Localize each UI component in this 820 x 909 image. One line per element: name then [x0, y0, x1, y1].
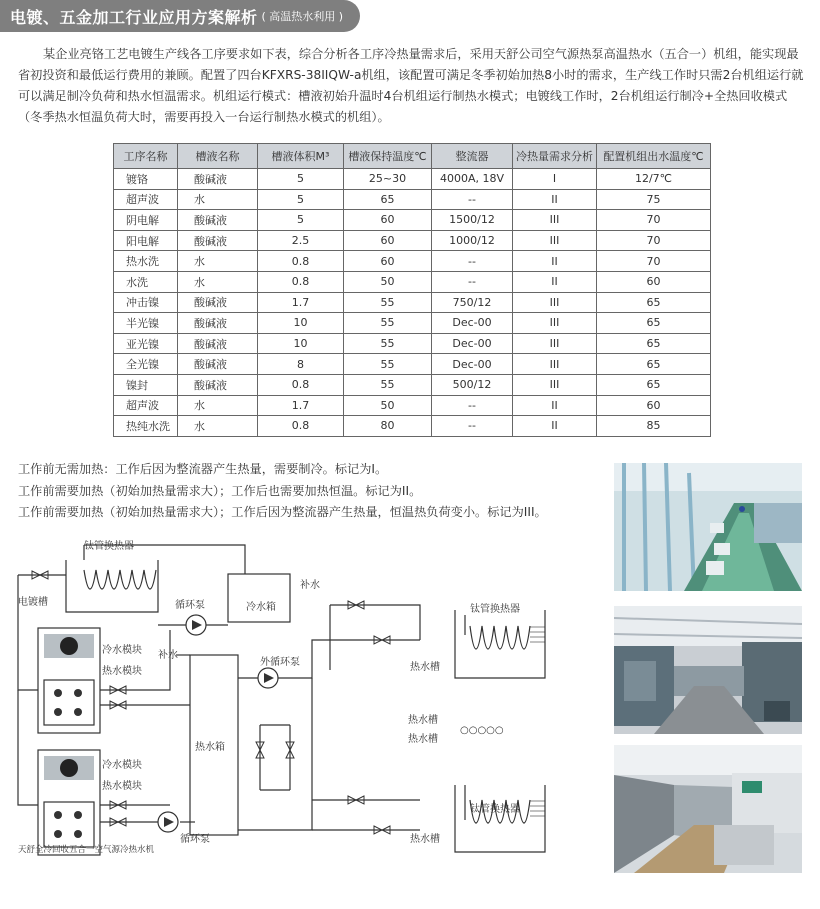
label-trough-3: 热水槽 [408, 734, 438, 745]
label-ti-exchanger-2: 钛管换热器 [470, 804, 520, 815]
table-cell: 阴电解 [114, 210, 178, 231]
table-cell: 55 [344, 374, 432, 395]
table-cell: II [513, 271, 597, 292]
label-dots: ○○○○○ [460, 725, 504, 736]
table-cell: 60 [597, 271, 711, 292]
label-makeup-1: 补水 [300, 580, 320, 591]
table-cell: 5 [258, 189, 344, 210]
col-header: 槽液名称 [178, 144, 258, 169]
table-cell: 70 [597, 210, 711, 231]
table-cell: 超声波 [114, 189, 178, 210]
table-cell: 超声波 [114, 395, 178, 416]
header-subtitle: ( 高温热水利用 ) [261, 10, 344, 23]
table-cell: 65 [597, 333, 711, 354]
table-cell: 0.8 [258, 374, 344, 395]
table-cell: 85 [597, 416, 711, 437]
table-cell: 25~30 [344, 169, 432, 190]
table-cell: 55 [344, 333, 432, 354]
table-cell: 60 [597, 395, 711, 416]
table-row [114, 313, 711, 334]
table-cell: 水 [178, 189, 258, 210]
note-3: 工作前需要加热（初始加热量需求大）；工作后因为整流器产生热量，恒温热负荷变小。标记为III。 [18, 505, 547, 519]
table-cell: 750/12 [432, 292, 513, 313]
col-header: 整流器 [432, 144, 513, 169]
table-cell: 1.7 [258, 395, 344, 416]
table-cell: -- [432, 251, 513, 272]
table-cell: 70 [597, 251, 711, 272]
hot-water-trough-2 [455, 785, 545, 852]
label-cold-module-1: 冷水模块 [102, 645, 142, 656]
table-cell: -- [432, 271, 513, 292]
table-row [114, 395, 711, 416]
fan-icon [44, 634, 94, 780]
label-ti-exchanger: 钛管换热器 [84, 541, 134, 552]
col-header: 冷热量需求分析 [513, 144, 597, 169]
table-cell: 水 [178, 416, 258, 437]
table-row [114, 230, 711, 251]
label-trough-2: 热水槽 [408, 715, 438, 726]
table-row [114, 333, 711, 354]
table-cell: 镀铬 [114, 169, 178, 190]
table-row [114, 169, 711, 190]
table-cell: 2.5 [258, 230, 344, 251]
table-cell: III [513, 313, 597, 334]
table-cell: 55 [344, 313, 432, 334]
pump-icon [186, 615, 206, 635]
pump-icon [258, 668, 278, 688]
table-cell: 水 [178, 395, 258, 416]
intro-paragraph: 某企业亮铬工艺电镀生产线各工序要求如下表，综合分析各工序冷热量需求后，采用天舒公司空气源热泵高温热水（五合一）机组，能实现最省初投资和最低运行费用的兼顾。配置了四台KFXRS-38IIQW-a机组，该配置可满足冬季初始加热8小时的需求，生产线工作时只需2台机组运行就可以满足制冷负荷和热水恒温需求。机组运行模式：槽液初始升温时4台机组运行制热水模式；电镀线工作时，2台机组运行制冷+全热回收模式（冬季热水恒温负荷大时，需要再投入一台运行制热水模式的机组）。 [18, 47, 804, 124]
table-cell: 酸碱液 [178, 230, 258, 251]
table-cell: 酸碱液 [178, 333, 258, 354]
system-diagram [0, 530, 610, 860]
label-makeup-2: 补水 [158, 650, 178, 661]
process-table [113, 143, 711, 437]
label-trough-4: 热水槽 [410, 834, 440, 845]
table-cell: 50 [344, 395, 432, 416]
table-cell: 水洗 [114, 271, 178, 292]
cold-water-tank [228, 574, 290, 622]
header-title: 电镀、五金加工行业应用方案解析 [10, 7, 258, 27]
table-cell: II [513, 395, 597, 416]
table-cell: 70 [597, 230, 711, 251]
table-cell: 75 [597, 189, 711, 210]
table-cell: 65 [597, 313, 711, 334]
table-cell: 12/7℃ [597, 169, 711, 190]
table-cell: 8 [258, 354, 344, 375]
table-cell: III [513, 354, 597, 375]
table-cell: 0.8 [258, 416, 344, 437]
table-cell: III [513, 333, 597, 354]
table-row [114, 354, 711, 375]
label-hot-tank: 热水箱 [195, 742, 225, 753]
table-row [114, 271, 711, 292]
table-cell: 酸碱液 [178, 313, 258, 334]
table-cell: 60 [344, 210, 432, 231]
table-cell: III [513, 374, 597, 395]
table-header-row [114, 144, 711, 169]
table-cell: 55 [344, 292, 432, 313]
table-row [114, 189, 711, 210]
table-cell: II [513, 416, 597, 437]
table-cell: 50 [344, 271, 432, 292]
table-cell: 半光镍 [114, 313, 178, 334]
table-cell: II [513, 251, 597, 272]
table-cell: 65 [597, 292, 711, 313]
label-cold-tank: 冷水箱 [246, 602, 276, 613]
unit-caption: 天舒全冷回收五合一空气源冷热水机 [18, 845, 155, 855]
table-cell: -- [432, 416, 513, 437]
stamping-workshop-photo [614, 606, 802, 734]
table-cell: 1000/12 [432, 230, 513, 251]
plating-line-photo [614, 463, 802, 591]
col-header: 槽液体积M³ [258, 144, 344, 169]
table-cell: 酸碱液 [178, 374, 258, 395]
table-cell: III [513, 292, 597, 313]
hot-water-trough-1 [455, 610, 545, 678]
table-cell: 80 [344, 416, 432, 437]
table-row [114, 416, 711, 437]
table-cell: 酸碱液 [178, 210, 258, 231]
table-cell: -- [432, 189, 513, 210]
table-cell: 酸碱液 [178, 354, 258, 375]
col-header: 槽液保持温度℃ [344, 144, 432, 169]
table-row [114, 374, 711, 395]
valve-icon [32, 571, 390, 834]
table-cell: Dec-00 [432, 354, 513, 375]
table-cell: 4000A, 18V [432, 169, 513, 190]
note-1: 工作前无需加热：工作后因为整流器产生热量，需要制冷。标记为I。 [18, 462, 388, 476]
table-cell: 冲击镍 [114, 292, 178, 313]
table-cell: 亚光镍 [114, 333, 178, 354]
table-cell: 0.8 [258, 271, 344, 292]
table-cell: 10 [258, 333, 344, 354]
label-ti-exchanger-1: 钛管换热器 [470, 604, 520, 615]
table-cell: 0.8 [258, 251, 344, 272]
label-plating-tank: 电镀槽 [18, 597, 48, 608]
table-cell: 5 [258, 169, 344, 190]
table-row [114, 292, 711, 313]
production-line-photo [614, 745, 802, 873]
pump-icon [158, 812, 178, 832]
table-cell: 全光镍 [114, 354, 178, 375]
table-cell: 55 [344, 354, 432, 375]
label-hot-module-1: 热水模块 [102, 666, 142, 677]
table-cell: Dec-00 [432, 333, 513, 354]
table-cell: 1.7 [258, 292, 344, 313]
table-cell: 酸碱液 [178, 169, 258, 190]
table-cell: 热水洗 [114, 251, 178, 272]
label-trough-1: 热水槽 [410, 662, 440, 673]
table-cell: I [513, 169, 597, 190]
table-cell: 水 [178, 251, 258, 272]
notes [18, 459, 547, 524]
label-hot-module-2: 热水模块 [102, 781, 142, 792]
table-cell: II [513, 189, 597, 210]
table-cell: 500/12 [432, 374, 513, 395]
table-cell: 水 [178, 271, 258, 292]
table-cell: 65 [344, 189, 432, 210]
table-cell: 5 [258, 210, 344, 231]
table-row [114, 251, 711, 272]
section-header [0, 0, 360, 32]
table-row [114, 210, 711, 231]
label-circ-pump: 循环泵 [175, 600, 205, 611]
table-cell: 阳电解 [114, 230, 178, 251]
note-2: 工作前需要加热（初始加热量需求大）；工作后也需要加热恒温。标记为II。 [18, 483, 422, 498]
table-cell: III [513, 230, 597, 251]
table-cell: 镍封 [114, 374, 178, 395]
table-cell: 60 [344, 230, 432, 251]
table-cell: 热纯水洗 [114, 416, 178, 437]
table-cell: -- [432, 395, 513, 416]
table-cell: 65 [597, 374, 711, 395]
table-cell: 10 [258, 313, 344, 334]
table-cell: 酸碱液 [178, 292, 258, 313]
table-cell: 60 [344, 251, 432, 272]
label-ext-pump: 外循环泵 [260, 657, 300, 668]
col-header: 工序名称 [114, 144, 178, 169]
col-header: 配置机组出水温度℃ [597, 144, 711, 169]
table-cell: Dec-00 [432, 313, 513, 334]
table-cell: 65 [597, 354, 711, 375]
table-cell: 1500/12 [432, 210, 513, 231]
label-circ-pump-2: 循环泵 [180, 834, 210, 845]
label-cold-module-2: 冷水模块 [102, 760, 142, 771]
table-cell: III [513, 210, 597, 231]
